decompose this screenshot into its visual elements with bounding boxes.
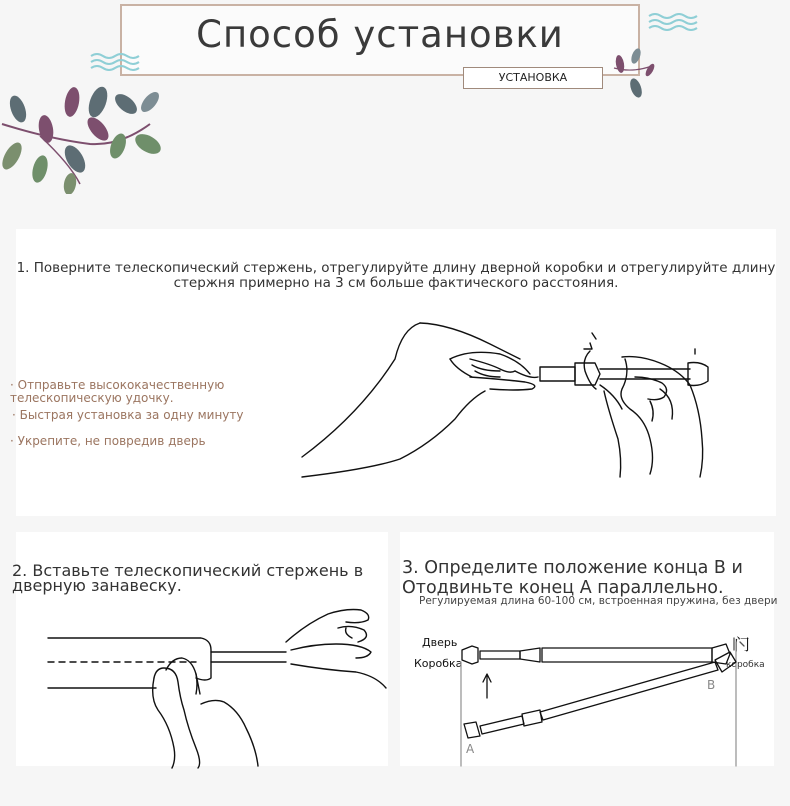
title-frame bbox=[120, 4, 640, 76]
feature-item: · Укрепите, не повредив дверь bbox=[10, 434, 206, 448]
step-3-panel bbox=[400, 532, 778, 766]
label-point-a: A bbox=[466, 742, 475, 756]
label-point-b: B bbox=[707, 678, 716, 692]
leaves-decoration-right bbox=[612, 48, 657, 103]
rod-insertion-illustration bbox=[46, 598, 391, 768]
step-3-instruction: 3. Определите положение конца B и Отодвиньте конец A параллельно. bbox=[402, 558, 743, 598]
wave-decoration-right bbox=[648, 12, 698, 32]
leaves-decoration-left bbox=[0, 84, 170, 194]
label-door-cn: 门 bbox=[734, 635, 751, 654]
step-3-note: Регулируемая длина 60-100 см, встроенная пружина, без двери bbox=[419, 595, 778, 607]
install-badge: УСТАНОВКА bbox=[463, 67, 603, 89]
page-title: Способ установки bbox=[196, 13, 564, 56]
step-1-instruction: 1. Поверните телескопический стержень, отрегулируйте длину дверной коробки и отрегулируйте длину стержня примерно на 3 см больше фактического расстояния. bbox=[16, 260, 776, 291]
rod-positioning-diagram bbox=[400, 632, 774, 766]
wave-decoration-left bbox=[90, 52, 140, 72]
label-frame-right: коробка bbox=[726, 660, 765, 670]
label-frame: Коробка bbox=[414, 657, 463, 670]
hand-twisting-rod-illustration bbox=[300, 319, 720, 479]
feature-item: · Быстрая установка за одну минуту bbox=[12, 408, 244, 422]
label-door: Дверь bbox=[422, 636, 458, 649]
step-2-instruction: 2. Вставьте телескопический стержень в дверную занавеску. bbox=[12, 561, 364, 595]
step-2-panel bbox=[12, 532, 388, 766]
feature-item: · Отправьте высококачественную телескопическую удочку. bbox=[10, 378, 225, 405]
step-1-panel bbox=[10, 229, 776, 516]
